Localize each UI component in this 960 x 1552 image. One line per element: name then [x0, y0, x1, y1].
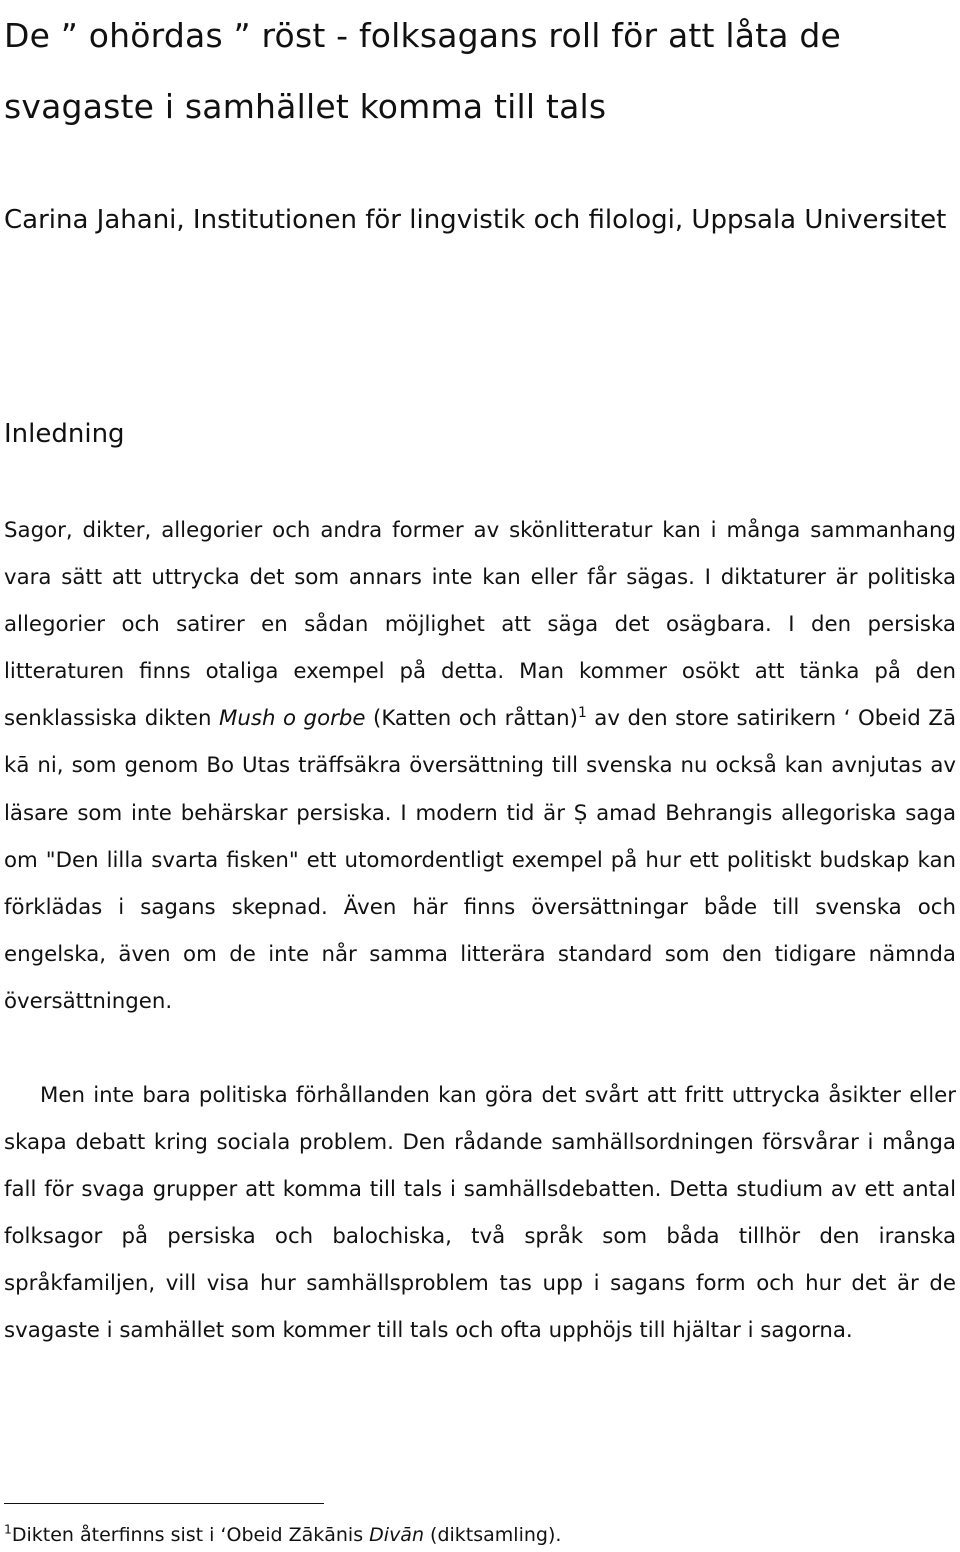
paragraph-introduction [4, 507, 956, 1025]
footnote-text-end: (diktsamling). [424, 1524, 562, 1546]
poem-title: Mush o gorbe [219, 706, 366, 732]
paragraph-text: av den store satirikern ‘ Obeid Zā kā ni, som genom Bo Utas träffsäkra översättning till svenska nu också kan avnjutas av läsare som inte behärskar persiska. I modern tid är Ṣ amad Behrangis allegoriska saga om "Den lilla svarta fisken" ett utomordentligt exempel på hur ett politiskt budskap kan förklädas i sagans skepnad. Även här finns översättningar både till svenska och engelska, även om de inte når samma litterära standard som den tidigare nämnda översättningen. [4, 706, 956, 1014]
footnote-italic-title: Divān [369, 1524, 424, 1546]
paragraph-text: (Katten och råttan) [365, 706, 578, 732]
footnote-number: 1 [4, 1522, 12, 1537]
footnote [4, 1521, 561, 1549]
author-affiliation: Carina Jahani, Institutionen för lingvistik och filologi, Uppsala Universitet [4, 205, 947, 235]
paragraph-text: Sagor, dikter, allegorier och andra former av skönlitteratur kan i många sammanhang vara sätt att uttrycka det som annars inte kan eller får sägas. I diktaturer är politiska allegorier och satirer en sådan möjlighet att säga det osägbara. I den persiska litteraturen finns otaliga exempel på detta. Man kommer osökt att tänka på den senklassiska dikten [4, 518, 956, 732]
footnote-reference[interactable]: 1 [577, 705, 587, 722]
footnote-divider [4, 1503, 324, 1504]
footnote-text: Dikten återfinns sist i ‘Obeid Zākānis [11, 1524, 370, 1546]
document-title: De ” ohördas ” röst - folksagans roll för att låta de svagaste i samhället komma till tals [4, 16, 842, 126]
section-heading: Inledning [4, 419, 125, 449]
paragraph-second: Men inte bara politiska förhållanden kan göra det svårt att fritt uttrycka åsikter eller skapa debatt kring sociala problem. Den rådande samhällsordningen försvårar i många fall för svaga grupper att komma till tals i samhällsdebatten. Detta studium av ett antal folksagor på persiska och balochiska, två språk som båda tillhör den iranska språkfamiljen, vill visa hur samhällsproblem tas upp i sagans form och hur det är de svagaste i samhället som kommer till tals och ofta upphöjs till hjältar i sagorna. [4, 1083, 956, 1344]
